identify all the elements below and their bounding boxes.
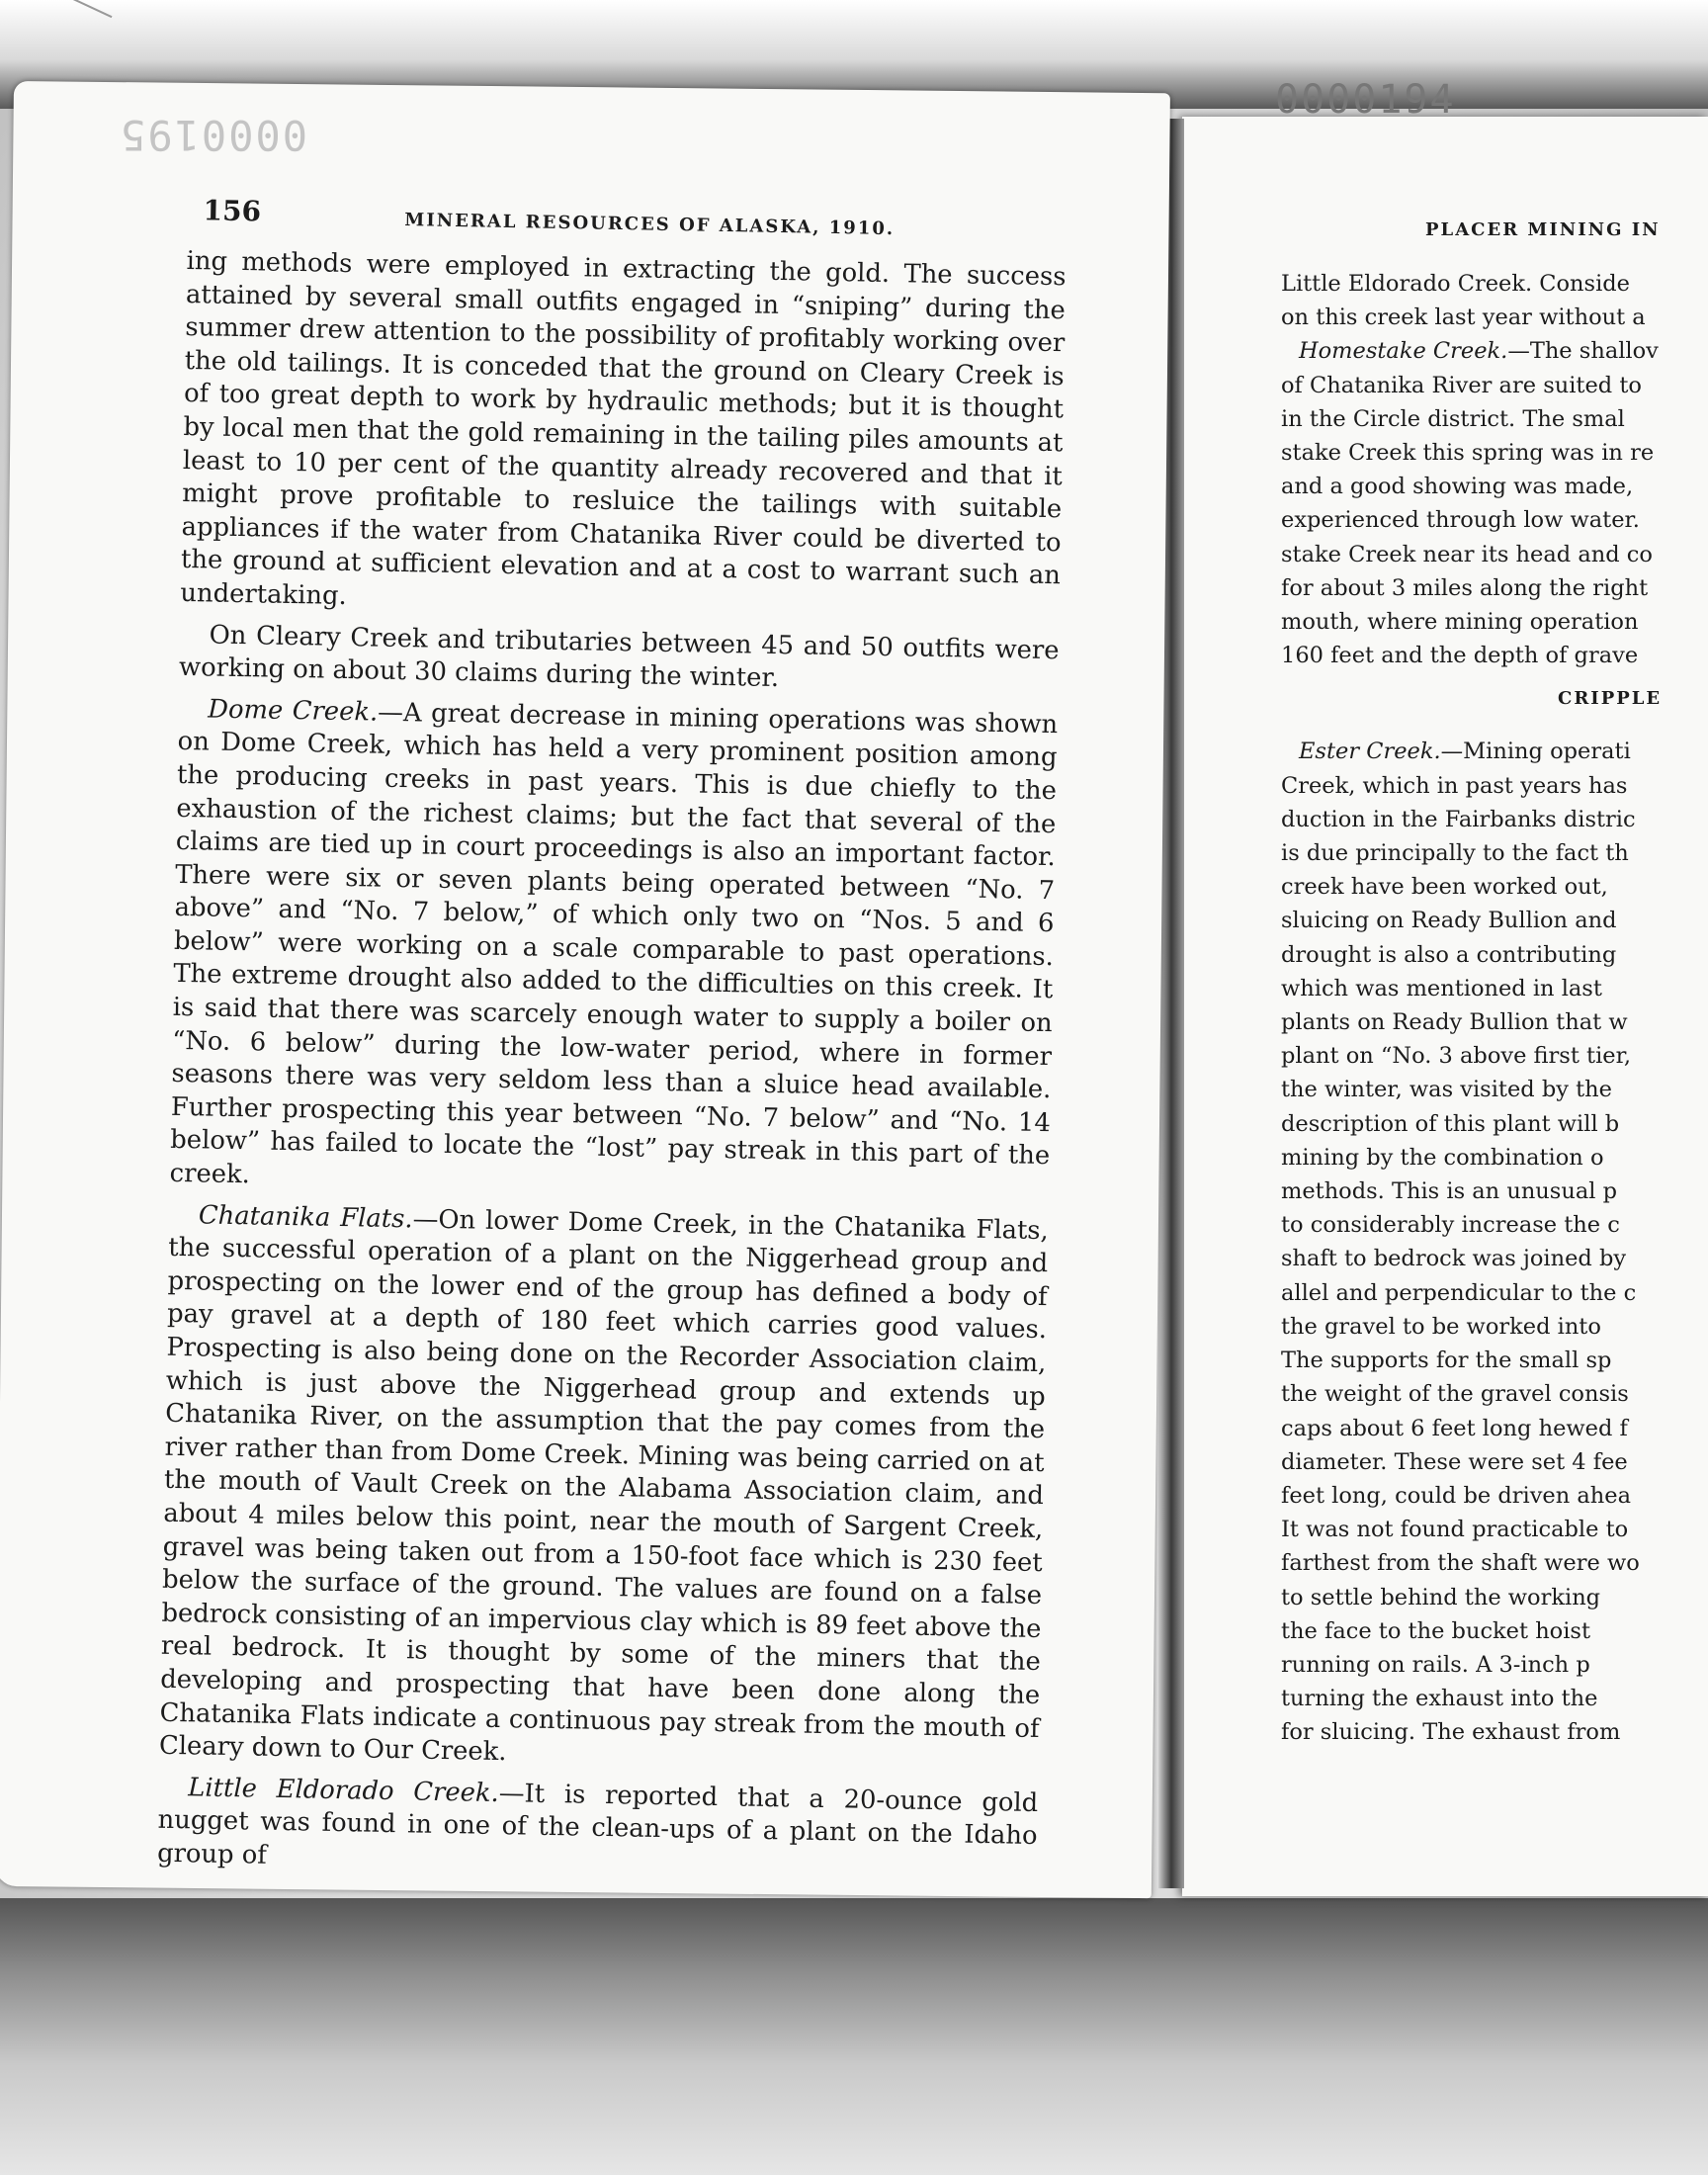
text-line: The supports for the small sp [1281,1348,1612,1374]
paragraph-heading: Little Eldorado Creek. [188,1772,500,1808]
text-line: creek have been worked out, [1281,874,1608,901]
text-line: and a good showing was made, [1281,474,1634,500]
paragraph-text: On Cleary Creek and tributaries between 45 and 50 outfits were working on about 30 claims during the winter. [178,620,1060,694]
text-line: description of this plant will b [1281,1110,1620,1137]
paragraph-text: ing methods were employed in extracting the gold. The success attained by several small outfits engaged in “sniping” during the summer drew attention to the possibility of profitably working over the old tailings. It is conceded that the ground on Cleary Creek is of too great depth to work by hydraulic methods; but it is thought by local men that the gold remaining in the tailing piles amounts at least to 10 per cent of the quantity already recovered and that it might prove profitable to resluice the tailings with suitable appliances if the water from Chatanika River could be diverted to the ground at sufficient elevation and at a cost to warrant such an undertaking. [180,245,1067,611]
text-line: stake Creek this spring was in re [1281,440,1655,467]
running-head-title: MINERAL RESOURCES OF ALASKA, 1910. [404,210,896,240]
text-line: on this creek last year without a [1281,304,1646,331]
text-line: methods. This is an unusual p [1281,1178,1618,1205]
text-line: to settle behind the working [1281,1584,1601,1610]
text-line: plant on “No. 3 above first tier, [1281,1043,1632,1070]
text-line: the winter, was visited by the [1281,1077,1612,1103]
right-page-content [1281,219,1708,1750]
text-line: caps about 6 feet long hewed f [1281,1415,1628,1441]
text-line: the face to the bucket hoist [1281,1617,1591,1644]
text-line: Creek, which in past years has [1281,772,1628,799]
paragraph-text: —It is reported that a 20-ounce gold nugget was found in one of the clean-ups of a plant on the Idaho group of [156,1778,1039,1870]
text-line: diameter. These were set 4 fee [1281,1448,1628,1475]
text-line: duction in the Fairbanks distric [1281,806,1636,832]
text-line: for sluicing. The exhaust from [1281,1719,1621,1746]
text-line: for about 3 miles along the right [1281,574,1649,601]
text-line: the weight of the gravel consis [1281,1381,1629,1408]
text-line: the gravel to be worked into [1281,1313,1601,1340]
text-line: farthest from the shaft were wo [1281,1550,1640,1577]
text-line: mining by the combination o [1281,1144,1604,1171]
text-line: Ester Creek.—Mining operati [1299,739,1631,765]
page-number: 156 [203,194,262,228]
text-line: plants on Ready Bullion that w [1281,1009,1628,1036]
text-line: turning the exhaust into the [1281,1686,1598,1712]
paragraph [169,693,1058,1207]
text-line: running on rails. A 3-inch p [1281,1651,1590,1678]
text-line: feet long, could be driven ahea [1281,1482,1632,1509]
section-heading: CRIPPLE [1558,688,1663,710]
text-line: Homestake Creek.—The shallov [1299,338,1659,365]
text-line: experienced through low water. [1281,507,1640,534]
text-line: It was not found practicable to [1281,1517,1629,1543]
text-line: shaft to bedrock was joined by [1281,1246,1627,1272]
text-line: which was mentioned in last [1281,975,1602,1001]
paragraph [159,1198,1049,1779]
right-lines-top [1281,267,1708,672]
text-line: is due principally to the fact th [1281,840,1629,867]
paragraph-heading: Dome Creek. [208,694,379,728]
text-line: stake Creek near its head and co [1281,541,1653,567]
left-page-content [157,186,1068,1887]
text-line: sluicing on Ready Bullion and [1281,908,1617,934]
text-line: allel and perpendicular to the c [1281,1279,1637,1306]
text-line: to considerably increase the c [1281,1212,1620,1239]
paragraph-heading: Chatanika Flats. [198,1200,413,1234]
text-line: of Chatanika River are suited to [1281,372,1642,398]
left-body-text [157,245,1067,1887]
text-line: Little Eldorado Creek. Conside [1281,271,1630,297]
paragraph-text: —On lower Dome Creek, in the Chatanika Flats, the successful operation of a plant on the Niggerhead group and prospecting on the lower end of the group has defined a body of pay gravel at a depth of 180 feet which carries good values. Prospecting is also being done on the Recorder Association claim, which is just above the Niggerhead group and extends up Chatanika River, on the assumption that the pay comes from the river rather than from Dome Creek. Mining was being carried on at the mouth of Vault Creek on the Alabama Association claim, and about 4 miles below this point, near the mouth of Sargent Creek, gravel was being taken out from a 150-foot face which is 230 feet below the surface of the ground. The values are found on a false bedrock consisting of an impervious clay which is 89 feet above the real bedrock. It is thought by some of the miners that the developing and prospecting that have been done along the Chatanika Flats indicate a continuous pay streak from the mouth of Cleary down to Our Creek. [158,1203,1050,1768]
right-lines-bottom [1281,735,1708,1749]
text-line: drought is also a contributing [1281,941,1617,968]
bottom-shadow [0,1898,1708,2175]
right-page-stamp: 0000194 [1275,77,1456,123]
left-page-stamp: 0000195 [119,111,308,159]
paragraph-text: —A great decrease in mining operations was shown on Dome Creek, which has held a very prominent position among the producing creeks in past years. This is due chiefly to the exhaustion of the richest claims; but the fact that several of the claims are tied up in court proceedings is also an important factor. There were six or seven plants being operated between “No. 7 above” and “No. 7 below,” of which only two on “Nos. 5 and 6 below” were working on a scale comparable to past operations. The extreme drought also added to the difficulties on this creek. It is said that there was scarcely enough water to supply a boiler on “No. 6 below” during the low-water period, where in former seasons there was very seldom less than a sluice head available. Further prospecting this year between “No. 7 below” and “No. 14 below” has failed to locate the “lost” pay streak in this part of the creek. [169,697,1059,1190]
paragraph [179,618,1060,700]
text-line: mouth, where mining operation [1281,609,1639,636]
paragraph [157,1771,1039,1886]
text-line: in the Circle district. The smal [1281,405,1625,432]
paragraph [180,245,1067,627]
text-line: 160 feet and the depth of grave [1281,643,1639,669]
right-running-head: PLACER MINING IN [1425,219,1661,240]
